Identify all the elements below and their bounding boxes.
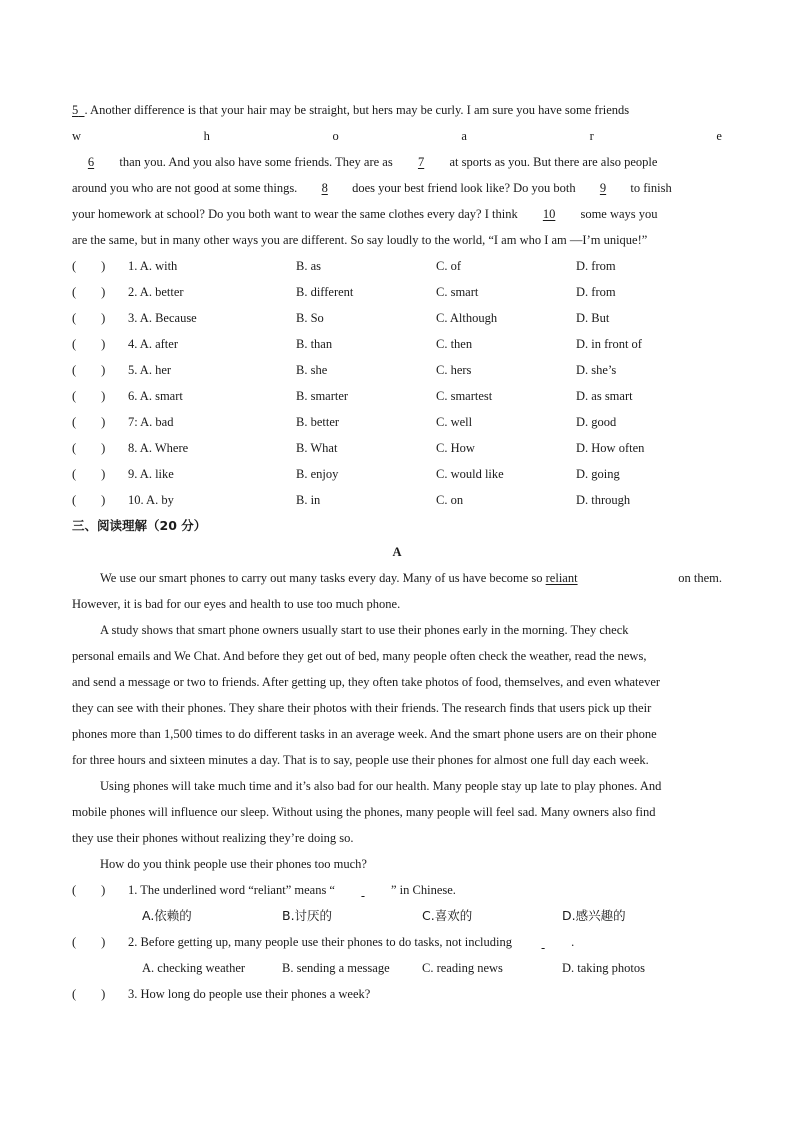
option-d: D. But [576,311,610,325]
option-b: B. smarter [296,389,349,403]
answer-paren[interactable]: ( ) [72,259,106,273]
option-d: D. in front of [576,337,642,351]
option-c: C. smart [436,285,479,299]
option-row [72,305,722,331]
option-b: B. sending a message [282,961,390,975]
cloze-text: some ways you [580,207,658,221]
option-c: C. hers [436,363,472,377]
passage-p2-line2: personal emails and We Chat. And before they get out of bed, many people often check the weather, read the news, [72,649,647,663]
spread-letter: h [203,129,210,143]
option-a: A.依赖的 [142,908,192,923]
question-text: 3. How long do people use their phones a week? [128,987,371,1001]
spread-letter: o [332,129,339,143]
cloze-line-6 [72,227,722,253]
option-d: D. good [576,415,617,429]
option-a: A. checking weather [142,961,246,975]
cloze-text: . Another difference is that your hair may be straight, but hers may be curly. I am sure you have some friends [84,103,630,117]
cloze-text: at sports as you. But there are also people [449,155,658,169]
blank-6: 6 [87,155,95,169]
option-d: D. she’s [576,363,617,377]
option-d: D. from [576,285,616,299]
answer-paren[interactable]: ( ) [72,311,106,325]
question-1 [72,877,722,903]
question-1-options [72,903,722,929]
cloze-text: around you who are not good at some things. [72,181,298,195]
option-c: C. How [436,441,475,455]
passage-p2-line6: for three hours and sixteen minutes a day. That is to say, people use their phones for almost one full day each week. [72,753,649,767]
answer-paren[interactable]: ( ) [72,467,106,481]
option-c: C. Although [436,311,498,325]
option-b: B. she [296,363,328,377]
option-a: 7: A. bad [128,415,174,429]
option-c: C. reading news [422,961,503,975]
option-a: 9. A. like [128,467,174,481]
option-d: D. taking photos [562,961,645,975]
cloze-text: than you. And you also have some friends. They are as [119,155,393,169]
option-d: D. from [576,259,616,273]
option-c: C. then [436,337,473,351]
blank-7: 7 [417,155,425,169]
passage-p2-line1: A study shows that smart phone owners usually start to use their phones early in the morning. They check [100,623,629,637]
option-c: C. smartest [436,389,493,403]
passage-p1-line1 [72,565,722,591]
passage-p3-line2: mobile phones will influence our sleep. Without using the phones, many people will feel sad. Many owners also find [72,805,656,819]
option-b: B. different [296,285,354,299]
option-row [72,461,722,487]
answer-paren[interactable]: ( ) [72,883,106,897]
answer-paren[interactable]: ( ) [72,337,106,351]
option-row [72,279,722,305]
cloze-line-4 [72,175,722,201]
answer-paren[interactable]: ( ) [72,987,106,1001]
answer-paren[interactable]: ( ) [72,285,106,299]
question-text: 2. Before getting up, many people use their phones to do tasks, not including [128,935,512,949]
option-row [72,409,722,435]
option-d: D. as smart [576,389,633,403]
cloze-text: to finish [630,181,672,195]
option-row [72,331,722,357]
option-b: B. What [296,441,338,455]
option-a: 8. A. Where [128,441,189,455]
option-row [72,383,722,409]
answer-paren[interactable]: ( ) [72,493,106,507]
blank-8: 8 [321,181,328,195]
option-d: D.感兴趣的 [562,908,626,923]
option-a: 10. A. by [128,493,174,507]
option-a: 2. A. better [128,285,184,299]
option-row [72,357,722,383]
answer-paren[interactable]: ( ) [72,363,106,377]
blank-10: 10 [542,207,556,221]
passage-p2-line3: and send a message or two to friends. After getting up, they often take photos of food, themselves, and even whatever [72,675,661,689]
cloze-text: your homework at school? Do you both want to wear the same clothes every day? I think [72,207,518,221]
blank-9: 9 [599,181,607,195]
option-a: 4. A. after [128,337,178,351]
question-text: . [571,935,575,949]
spread-letter: r [589,129,594,143]
cloze-line-1 [72,97,722,123]
option-row [72,435,722,461]
passage-p4: How do you think people use their phones too much? [100,857,367,871]
answer-blank[interactable] [335,877,391,903]
answer-paren[interactable]: ( ) [72,415,106,429]
cloze-options [72,253,722,513]
cloze-text: are the same, but in many other ways you are different. So say loudly to the world, “I am who I am —I’m unique!” [72,233,648,247]
passage-label: A [392,545,402,559]
option-b: B. in [296,493,321,507]
section-title: 三、阅读理解（20 分） [72,518,207,533]
option-b: B. than [296,337,333,351]
option-c: C. on [436,493,464,507]
option-c: C. well [436,415,473,429]
cloze-text: does your best friend look like? Do you both [352,181,576,195]
worksheet-page [72,97,722,1007]
cloze-spread-line [72,123,722,149]
blank-5: 5 [72,103,79,117]
option-a: 3. A. Because [128,311,197,325]
option-b: B. So [296,311,324,325]
question-2 [72,929,722,955]
question-2-options [72,955,722,981]
passage-p3-line1: Using phones will take much time and it’s also bad for our health. Many people stay up late to play phones. And [100,779,662,793]
option-b: B. as [296,259,321,273]
underlined-word: reliant [545,571,578,585]
passage-p3-line3: they use their phones without realizing they’re doing so. [72,831,354,845]
cloze-line-3 [72,149,722,175]
answer-blank[interactable] [515,929,571,955]
option-d: D. going [576,467,620,481]
option-a: 6. A. smart [128,389,183,403]
option-c: C. would like [436,467,504,481]
option-b: B. better [296,415,340,429]
option-a: 5. A. her [128,363,172,377]
spread-letter: w [72,129,82,143]
passage-p1-line2: However, it is bad for our eyes and health to use too much phone. [72,597,401,611]
option-d: D. How often [576,441,645,455]
option-row [72,253,722,279]
passage-text: on them. [678,571,722,585]
spread-letter: a [461,129,467,143]
passage-p2-line4: they can see with their phones. They share their photos with their friends. The research finds that users pick up their [72,701,652,715]
option-b: B.讨厌的 [282,908,333,923]
option-d: D. through [576,493,631,507]
cloze-line-5 [72,201,722,227]
option-row [72,487,722,513]
option-c: C.喜欢的 [422,908,473,923]
answer-paren[interactable]: ( ) [72,441,106,455]
question-text: 1. The underlined word “reliant” means “ [128,883,335,897]
option-c: C. of [436,259,461,273]
option-a: 1. A. with [128,259,178,273]
question-text: ” in Chinese. [390,883,456,897]
question-3 [72,981,722,1007]
passage-text: We use our smart phones to carry out many tasks every day. Many of us have become so [100,571,543,585]
option-b: B. enjoy [296,467,339,481]
spread-letter: e [716,129,722,143]
answer-paren[interactable]: ( ) [72,935,106,949]
passage-p2-line5: phones more than 1,500 times to do different tasks in an average week. And the smart phone users are on their phone [72,727,657,741]
answer-paren[interactable]: ( ) [72,389,106,403]
